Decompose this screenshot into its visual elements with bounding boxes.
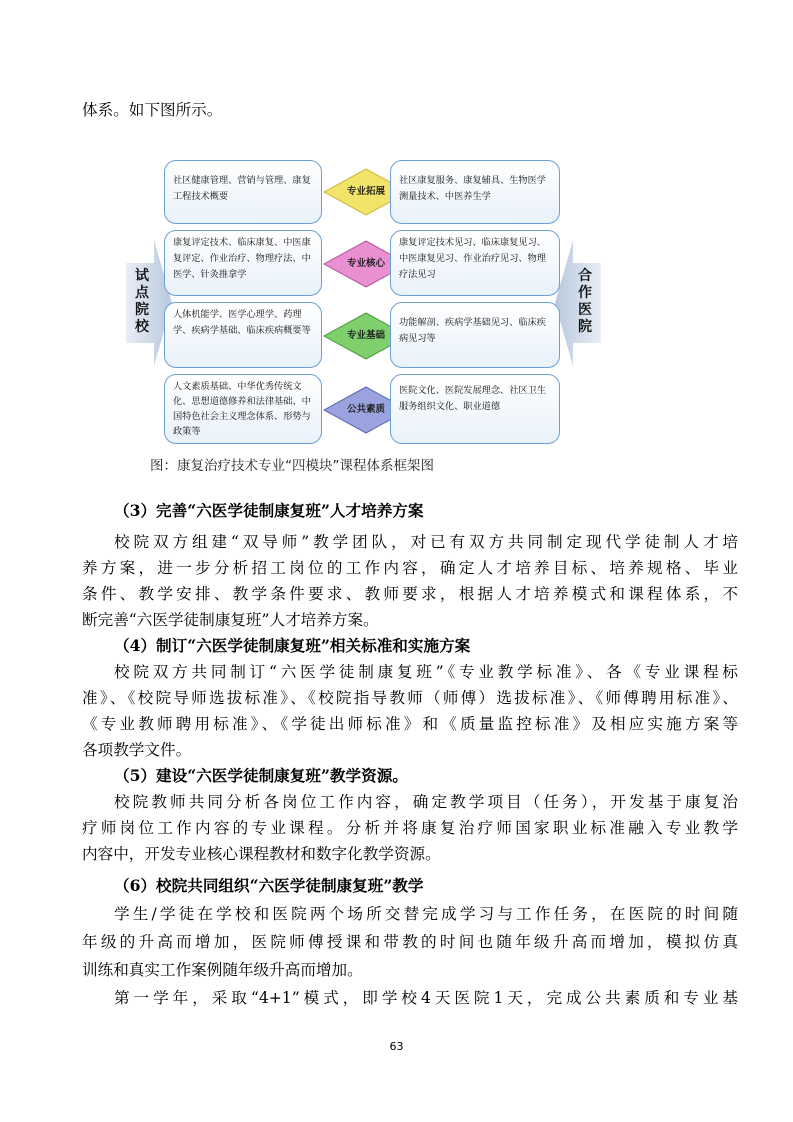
para-line: 第一学年，采取“4+1”模式，即学校4天医院1天，完成公共素质和专业基 [114,989,738,1007]
row2-left-box: 康复评定技术、临床康复、中医康复评定、作业治疗、物理疗法、中医学、针灸推拿学 [164,230,322,296]
row3-center-label: 专业基础 [346,330,385,341]
curriculum-framework-diagram [126,158,601,448]
row2-center-label: 专业核心 [346,258,385,269]
para-line: 学生/学徒在学校和医院两个场所交替完成学习与工作任务，在医院的时间随 [114,905,738,923]
heading-6: （6）校院共同组织“六医学徒制康复班”教学 [114,876,424,895]
para-line: 训练和真实工作案例随年级升高而增加。 [82,961,363,979]
page-number: 63 [389,1040,404,1053]
para-line: 内容中，开发专业核心课程教材和数字化教学资源。 [82,845,441,863]
row3-right-box: 功能解剖、疾病学基础见习、临床疾病见习等 [390,302,560,368]
para-line: 条件、教学安排、教学条件要求、教师要求，根据人才培养模式和课程体系，不 [82,585,738,603]
row1-center-label: 专业拓展 [346,186,385,197]
para-line: 年级的升高而增加，医院师傅授课和带教的时间也随年级升高而增加，模拟仿真 [82,933,738,951]
para-line: 校院双方共同制订“六医学徒制康复班”《专业教学标准》、各《专业课程标 [114,663,738,681]
heading-5: （5）建设“六医学徒制康复班”教学资源。 [114,766,408,785]
row4-right-box: 医院文化、医院发展理念、社区卫生服务组织文化、职业道德 [390,374,560,444]
left-side-label: 试点院校 [135,268,149,335]
row1-left-box: 社区健康管理、营销与管理、康复工程技术概要 [164,160,322,224]
right-side-label: 合作医院 [578,268,592,335]
row4-center-label: 公共素质 [346,404,385,415]
row1-right-box: 社区康复服务、康复辅具、生物医学测量技术、中医养生学 [390,160,560,224]
para-line: 校院双方组建“双导师”教学团队，对已有双方共同制定现代学徒制人才培 [114,533,738,551]
para-line: 准》、《校院导师选拔标准》、《校院指导教师（师傅）选拔标准》、《师傅聘用标准》、 [82,689,738,707]
heading-4: （4）制订“六医学徒制康复班”相关标准和实施方案 [114,636,471,655]
para-line: 校院教师共同分析各岗位工作内容，确定教学项目（任务），开发基于康复治 [114,793,738,811]
figure-caption: 图：康复治疗技术专业“四模块”课程体系框架图 [150,458,434,474]
row4-left-box: 人文素质基础、中华优秀传统文化、思想道德修养和法律基础、中国特色社会主义理念体系、形势与政策等 [164,374,322,444]
row3-left-box: 人体机能学、医学心理学、药理学、疾病学基础、临床疾病概要等 [164,302,322,368]
heading-3: （3）完善“六医学徒制康复班”人才培养方案 [114,501,424,520]
intro-line: 体系。如下图所示。 [82,101,223,119]
para-line: 疗师岗位工作内容的专业课程。分析并将康复治疗师国家职业标准融入专业教学 [82,819,738,837]
para-line: 养方案，进一步分析招工岗位的工作内容，确定人才培养目标、培养规格、毕业 [82,559,738,577]
para-line: 各项教学文件。 [82,741,192,759]
para-line: 断完善“六医学徒制康复班”人才培养方案。 [82,611,379,629]
para-line: 《专业教师聘用标准》、《学徒出师标准》和《质量监控标准》及相应实施方案等 [82,715,738,733]
row2-right-box: 康复评定技术见习、临床康复见习、中医康复见习、作业治疗见习、物理疗法见习 [390,230,560,296]
